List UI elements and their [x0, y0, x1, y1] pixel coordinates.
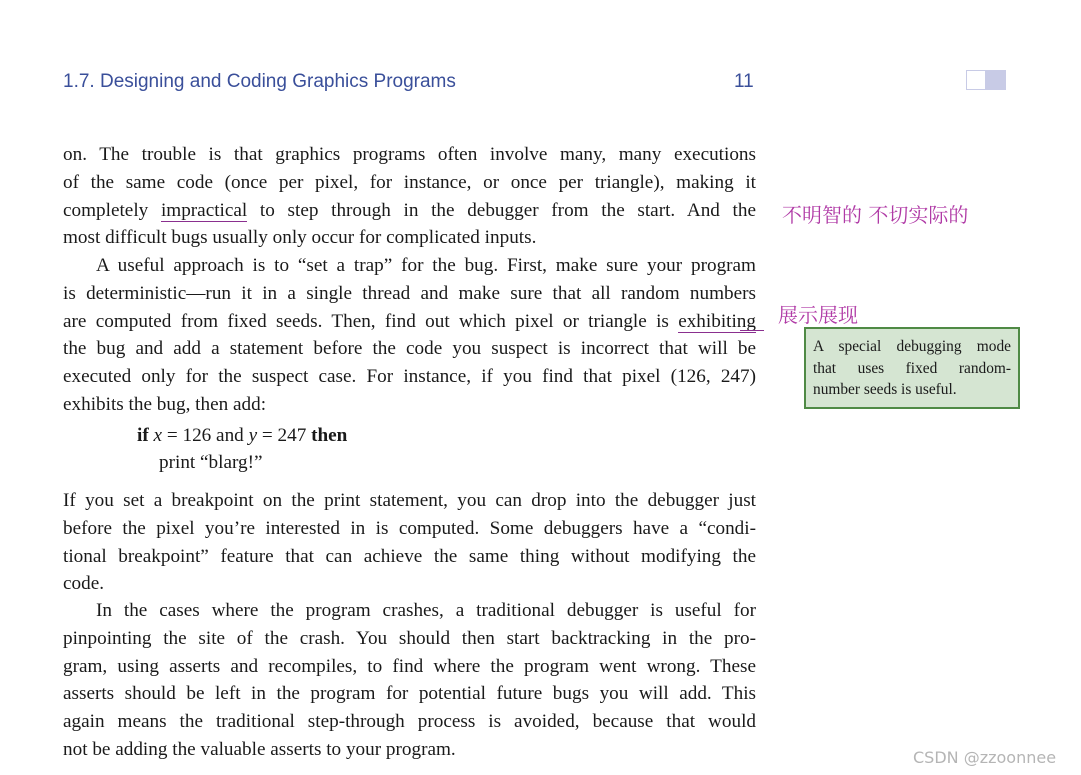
paragraph-4: [63, 597, 756, 764]
margin-note-line: A special debugging mode: [813, 338, 1011, 355]
margin-note-line: that uses fixed random-: [813, 359, 1011, 377]
page-number: 11: [734, 71, 754, 92]
paragraph-2: [63, 252, 756, 419]
text-line: of the same code (once per pixel, for instance, or once per triangle), making it: [63, 171, 756, 193]
text-line: not be adding the valuable asserts to your program.: [63, 738, 456, 760]
text-line: exhibits the bug, then add:: [63, 393, 267, 415]
underlined-word-impractical: impractical: [160, 199, 248, 221]
text-line: tional breakpoint” feature that can achieve the same thing without modifying the: [63, 545, 756, 567]
text-line: most difficult bugs usually only occur for complicated inputs.: [63, 227, 537, 249]
underlined-word-exhibiting: exhibiting: [678, 310, 756, 332]
text-line: on. The trouble is that graphics programs often involve many, many executions: [63, 144, 756, 165]
text-line: pinpointing the site of the crash. You should then start backtracking in the pro-: [63, 627, 756, 649]
margin-note-line: number seeds is useful.: [813, 381, 957, 398]
annotation-impractical: 不明智的 不切实际的: [782, 203, 969, 227]
code-print-line: print “blarg!”: [159, 452, 263, 473]
text-line: A useful approach is to “set a trap” for the bug. First, make sure your program: [96, 255, 756, 276]
code-variable-x: x: [153, 425, 163, 446]
text-line: the bug and add a statement before the code you suspect is incorrect that will be: [63, 338, 756, 360]
text-line: [63, 308, 756, 336]
text-line: gram, using asserts and recompiles, to find where the program went wrong. These: [63, 655, 756, 677]
text-line: again means the traditional step-through process is avoided, because that would: [63, 711, 756, 733]
code-keyword-then: then: [311, 425, 348, 446]
text-line: before the pixel you’re interested in is computed. Some debuggers have a “condi-: [63, 517, 756, 539]
text-line: is deterministic—run it in a single thread and make sure that all random numbers: [63, 282, 756, 304]
code-condition-line: [137, 422, 347, 450]
paragraph-3: [63, 487, 756, 598]
code-text: = 247: [257, 425, 312, 446]
code-keyword-if: if: [137, 425, 149, 446]
text-segment: are computed from fixed seeds. Then, find out which pixel or triangle is: [63, 310, 679, 332]
paragraph-1: [63, 141, 756, 252]
annotation-exhibiting: 展示展现: [778, 303, 858, 327]
text-line: executed only for the suspect case. For instance, if you find that pixel (126, 247): [63, 366, 756, 388]
text-line: code.: [63, 573, 105, 595]
page-corner-marker: [966, 70, 1006, 90]
text-segment: to step through in the debugger from the start. And the: [247, 199, 757, 221]
text-line: If you set a breakpoint on the print statement, you can drop into the debugger just: [63, 490, 756, 511]
code-variable-y: y: [248, 425, 258, 446]
section-title: 1.7. Designing and Coding Graphics Programs: [63, 71, 456, 92]
text-line: asserts should be left in the program for potential future bugs you will add. This: [63, 683, 756, 705]
code-text: = 126 and: [162, 425, 249, 446]
watermark: CSDN @zzoonnee: [913, 748, 1057, 767]
text-line: [63, 197, 756, 225]
text-line: In the cases where the program crashes, a traditional debugger is useful for: [96, 600, 756, 621]
annotation-underline-extension: [740, 330, 764, 331]
text-segment: completely: [63, 199, 161, 221]
margin-note: [804, 327, 1020, 409]
